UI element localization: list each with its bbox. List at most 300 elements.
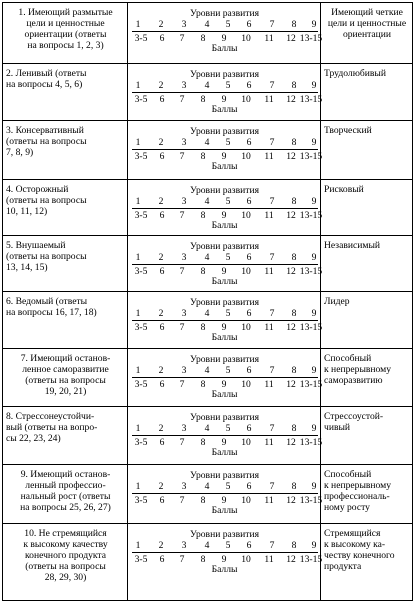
scale-points-label: 12 [286, 554, 296, 565]
scale-unit-label: Баллы [211, 276, 238, 287]
scale-level-label: 6 [246, 481, 252, 492]
scale-level-label: 5 [225, 80, 231, 91]
scale-level-label: 4 [204, 481, 210, 492]
scale-title: Уровни развития [190, 470, 259, 481]
scale-level-label: 2 [158, 423, 164, 434]
trait-positive-text: Рисковый [324, 184, 364, 195]
scale-level-label: 2 [158, 80, 164, 91]
scale-line [132, 320, 318, 321]
trait-positive-text: Имеющий четкие [331, 7, 403, 18]
trait-negative-cell [3, 236, 128, 291]
scale-points-label: 12 [286, 33, 296, 44]
scale-points-label: 11 [264, 94, 274, 105]
scale-level-label: 9 [311, 19, 317, 30]
trait-positive-text: продукта [324, 561, 362, 572]
development-scale [128, 297, 321, 347]
scale-level-label: 8 [291, 365, 297, 376]
scale-points-label: 7 [179, 266, 185, 277]
scale-points-label: 9 [221, 266, 227, 277]
scale-level-label: 1 [135, 252, 141, 263]
scale-level-label: 7 [269, 252, 275, 263]
scale-level-label: 1 [135, 308, 141, 319]
scale-points-label: 10 [241, 495, 251, 506]
table-row [3, 349, 412, 407]
scale-level-label: 5 [225, 308, 231, 319]
scale-level-label: 9 [311, 80, 317, 91]
trait-negative-text: 8. Стрессонеустойчи- [6, 411, 95, 422]
trait-positive-cell [321, 407, 412, 464]
scale-points-label: 7 [179, 379, 185, 390]
scale-level-label: 3 [181, 252, 187, 263]
scale-points-label: 12 [286, 94, 296, 105]
scale-level-label: 5 [225, 137, 231, 148]
scale-title: Уровни развития [190, 126, 259, 137]
scale-level-label: 9 [311, 308, 317, 319]
scale-points-label: 8 [200, 554, 206, 565]
scale-points-label: 11 [264, 554, 274, 565]
trait-negative-text: конечного продукта [24, 550, 106, 561]
trait-negative-text: (ответы на вопросы [25, 561, 106, 572]
scale-points-label: 6 [159, 33, 165, 44]
scale-level-label: 5 [225, 481, 231, 492]
scale-points-label: 9 [221, 495, 227, 506]
trait-negative-text: ленный профессио- [25, 480, 106, 491]
trait-negative-cell [3, 524, 128, 600]
scale-unit-label: Баллы [211, 104, 238, 115]
scale-unit-label: Баллы [211, 332, 238, 343]
trait-negative-text: 10. Не стремящийся [24, 528, 107, 539]
scale-level-label: 4 [204, 423, 210, 434]
scale-points-label: 12 [286, 266, 296, 277]
trait-negative-text: на вопросы 4, 5, 6) [6, 79, 83, 90]
trait-negative-text: 10, 11, 12) [6, 206, 48, 217]
scale-points-label: 12 [286, 437, 296, 448]
scale-points-label: 3-5 [134, 94, 148, 105]
trait-negative-text: 3. Консервативный [6, 125, 84, 136]
scale-unit-label: Баллы [211, 43, 238, 54]
scale-title: Уровни развития [190, 241, 259, 252]
trait-positive-text: честву конечного [324, 550, 395, 561]
scale-level-label: 8 [291, 19, 297, 30]
trait-negative-text: 7. Имеющий останов- [20, 353, 111, 364]
scale-points-label: 9 [221, 379, 227, 390]
trait-positive-cell [321, 292, 412, 348]
scale-points-label: 13-15 [299, 210, 323, 221]
scale-points-label: 9 [221, 554, 227, 565]
trait-positive-text: ориентации [342, 29, 392, 40]
scale-level-label: 7 [269, 365, 275, 376]
scale-level-label: 3 [181, 196, 187, 207]
scale-points-label: 8 [200, 437, 206, 448]
scale-unit-label: Баллы [211, 505, 238, 516]
scale-level-label: 5 [225, 196, 231, 207]
scale-points-label: 6 [159, 151, 165, 162]
scale-points-label: 3-5 [134, 151, 148, 162]
scale-level-label: 3 [181, 80, 187, 91]
scale-cell [128, 236, 321, 291]
trait-negative-text: 6. Ведомый (ответы [6, 296, 88, 307]
trait-negative-cell [3, 121, 128, 179]
scale-level-label: 7 [269, 19, 275, 30]
scale-level-label: 7 [269, 481, 275, 492]
scale-points-label: 11 [264, 437, 274, 448]
trait-positive-text: саморазвитию [324, 375, 383, 386]
scale-level-label: 1 [135, 365, 141, 376]
trait-negative-text: ленное саморазвитие [22, 364, 109, 375]
scale-points-label: 9 [221, 210, 227, 221]
scale-line [132, 377, 318, 378]
scale-level-label: 4 [204, 540, 210, 551]
development-scale [128, 470, 321, 520]
scale-points-label: 8 [200, 94, 206, 105]
scale-line [132, 493, 318, 494]
scale-points-label: 11 [264, 151, 274, 162]
scale-level-label: 3 [181, 19, 187, 30]
trait-negative-text: 5. Внушаемый [6, 240, 66, 251]
scale-level-label: 6 [246, 423, 252, 434]
trait-negative-cell [3, 407, 128, 464]
scale-level-label: 9 [311, 252, 317, 263]
scale-level-label: 6 [246, 196, 252, 207]
scale-level-label: 6 [246, 137, 252, 148]
scale-cell [128, 121, 321, 179]
scale-level-label: 3 [181, 540, 187, 551]
scale-points-label: 3-5 [134, 33, 148, 44]
trait-positive-text: Стремящийся [324, 528, 381, 539]
trait-negative-text: 13, 14, 15) [6, 262, 48, 273]
scale-points-label: 6 [159, 210, 165, 221]
scale-cell [128, 349, 321, 406]
scale-level-label: 4 [204, 252, 210, 263]
scale-points-label: 9 [221, 94, 227, 105]
scale-level-label: 9 [311, 423, 317, 434]
trait-negative-cell [3, 292, 128, 348]
scale-level-label: 8 [291, 540, 297, 551]
trait-negative-text: 4. Осторожный [6, 184, 69, 195]
scale-level-label: 6 [246, 19, 252, 30]
scale-points-label: 9 [221, 437, 227, 448]
scale-level-label: 6 [246, 365, 252, 376]
trait-positive-text: к непрерывному [324, 364, 392, 375]
trait-negative-text: (ответы на вопросы [6, 195, 87, 206]
scale-level-label: 1 [135, 19, 141, 30]
scale-level-label: 6 [246, 252, 252, 263]
trait-positive-cell [321, 121, 412, 179]
trait-positive-text: профессиональ- [324, 491, 390, 502]
scale-level-label: 6 [246, 540, 252, 551]
trait-negative-text: 19, 20, 21) [44, 386, 87, 397]
scale-points-label: 11 [264, 266, 274, 277]
scale-cell [128, 292, 321, 348]
development-scale [128, 412, 321, 462]
trait-positive-cell [321, 64, 412, 120]
scale-points-label: 7 [179, 33, 185, 44]
scale-level-label: 1 [135, 423, 141, 434]
scale-level-label: 8 [291, 423, 297, 434]
scale-level-label: 7 [269, 196, 275, 207]
table-row [3, 121, 412, 180]
scale-points-label: 12 [286, 495, 296, 506]
scale-points-label: 10 [241, 379, 251, 390]
scale-level-label: 2 [158, 481, 164, 492]
scale-points-label: 13-15 [299, 322, 323, 333]
scale-points-label: 12 [286, 379, 296, 390]
scale-points-label: 13-15 [299, 266, 323, 277]
trait-negative-text: (ответы на вопросы [6, 251, 87, 262]
trait-negative-text: 2. Ленивый (ответы [6, 68, 87, 79]
scale-points-label: 10 [241, 437, 251, 448]
scale-level-label: 1 [135, 196, 141, 207]
scale-points-label: 3-5 [134, 437, 148, 448]
scale-points-label: 11 [264, 495, 274, 506]
scale-points-label: 7 [179, 554, 185, 565]
trait-negative-text: к высокому качеству [23, 539, 108, 550]
scale-points-label: 7 [179, 322, 185, 333]
scale-title: Уровни развития [190, 354, 259, 365]
trait-negative-text: сы 22, 23, 24) [6, 433, 61, 444]
table-row [3, 236, 412, 292]
scale-points-label: 11 [264, 33, 274, 44]
scale-line [132, 435, 318, 436]
scale-level-label: 5 [225, 252, 231, 263]
development-scale [128, 529, 321, 579]
trait-negative-text: 9. Имеющий останов- [20, 469, 111, 480]
scale-points-label: 10 [241, 151, 251, 162]
scale-title: Уровни развития [190, 297, 259, 308]
development-scale [128, 185, 321, 235]
scale-level-label: 4 [204, 196, 210, 207]
trait-negative-text: на вопросы 25, 26, 27) [20, 502, 111, 513]
trait-negative-text: 7, 8, 9) [6, 147, 34, 158]
scale-points-label: 13-15 [299, 437, 323, 448]
scale-level-label: 1 [135, 137, 141, 148]
trait-negative-cell [3, 64, 128, 120]
scale-points-label: 13-15 [299, 554, 323, 565]
scale-line [132, 264, 318, 265]
scale-cell [128, 465, 321, 523]
scale-points-label: 11 [264, 322, 274, 333]
scale-level-label: 8 [291, 137, 297, 148]
scale-level-label: 8 [291, 80, 297, 91]
scale-points-label: 8 [200, 379, 206, 390]
trait-negative-text: 1. Имеющий размытые [18, 7, 113, 18]
trait-positive-cell [321, 3, 412, 63]
trait-positive-text: Трудолюбивый [324, 68, 386, 79]
scale-level-label: 7 [269, 308, 275, 319]
scale-points-label: 3-5 [134, 554, 148, 565]
trait-negative-text: цели и ценностные [26, 18, 105, 29]
scale-points-label: 8 [200, 266, 206, 277]
scale-line [132, 552, 318, 553]
scale-points-label: 10 [241, 94, 251, 105]
trait-positive-text: к высокому ка- [324, 539, 386, 550]
scale-points-label: 12 [286, 151, 296, 162]
scale-points-label: 13-15 [299, 94, 323, 105]
scale-cell [128, 180, 321, 235]
scale-title: Уровни развития [190, 412, 259, 423]
trait-negative-text: нальный рост (ответы [20, 491, 111, 502]
scale-title: Уровни развития [190, 69, 259, 80]
scale-level-label: 2 [158, 137, 164, 148]
scale-unit-label: Баллы [211, 220, 238, 231]
development-scale [128, 126, 321, 176]
scale-cell [128, 64, 321, 120]
scale-points-label: 7 [179, 495, 185, 506]
table-row [3, 407, 412, 465]
scale-points-label: 10 [241, 33, 251, 44]
trait-positive-text: Способный [324, 469, 372, 480]
scale-level-label: 8 [291, 252, 297, 263]
trait-positive-text: чивый [324, 422, 351, 433]
scale-points-label: 3-5 [134, 266, 148, 277]
trait-negative-cell [3, 465, 128, 523]
scale-line [132, 208, 318, 209]
scale-points-label: 8 [200, 210, 206, 221]
table-row [3, 64, 412, 121]
table-row [3, 524, 412, 600]
scale-points-label: 10 [241, 554, 251, 565]
scale-level-label: 2 [158, 19, 164, 30]
development-scale [128, 69, 321, 119]
scale-level-label: 7 [269, 423, 275, 434]
scale-level-label: 4 [204, 365, 210, 376]
trait-positive-cell [321, 524, 412, 600]
table-row [3, 3, 412, 64]
trait-positive-cell [321, 236, 412, 291]
scale-points-label: 10 [241, 266, 251, 277]
trait-positive-text: к непрерывному [324, 480, 392, 491]
scale-level-label: 3 [181, 308, 187, 319]
trait-negative-text: на вопросы 1, 2, 3) [27, 40, 104, 51]
scale-points-label: 8 [200, 151, 206, 162]
scale-level-label: 2 [158, 540, 164, 551]
scale-level-label: 6 [246, 308, 252, 319]
trait-positive-text: Независимый [324, 240, 381, 251]
trait-positive-cell [321, 349, 412, 406]
scale-unit-label: Баллы [211, 564, 238, 575]
trait-negative-text: 28, 29, 30) [44, 572, 87, 583]
scale-level-label: 9 [311, 137, 317, 148]
scale-points-label: 9 [221, 33, 227, 44]
development-scale [128, 354, 321, 404]
scale-level-label: 7 [269, 80, 275, 91]
scale-level-label: 9 [311, 540, 317, 551]
scale-points-label: 6 [159, 379, 165, 390]
scale-points-label: 7 [179, 210, 185, 221]
scale-points-label: 8 [200, 322, 206, 333]
scale-points-label: 6 [159, 495, 165, 506]
trait-negative-text: вый (ответы на вопро- [6, 422, 98, 433]
scale-points-label: 12 [286, 210, 296, 221]
table-row [3, 465, 412, 524]
scale-level-label: 8 [291, 481, 297, 492]
scale-points-label: 10 [241, 322, 251, 333]
scale-level-label: 3 [181, 365, 187, 376]
scale-level-label: 8 [291, 308, 297, 319]
scale-points-label: 9 [221, 322, 227, 333]
scale-level-label: 9 [311, 481, 317, 492]
scale-level-label: 4 [204, 19, 210, 30]
scale-level-label: 9 [311, 365, 317, 376]
scale-level-label: 2 [158, 308, 164, 319]
scale-level-label: 3 [181, 137, 187, 148]
trait-positive-text: ному росту [324, 502, 370, 513]
scale-line [132, 149, 318, 150]
scale-level-label: 5 [225, 19, 231, 30]
scale-level-label: 6 [246, 80, 252, 91]
scale-level-label: 4 [204, 80, 210, 91]
scale-points-label: 6 [159, 437, 165, 448]
scale-level-label: 2 [158, 365, 164, 376]
scale-points-label: 3-5 [134, 210, 148, 221]
scale-points-label: 7 [179, 437, 185, 448]
scale-points-label: 11 [264, 210, 274, 221]
trait-negative-cell [3, 349, 128, 406]
trait-positive-text: Творческий [324, 125, 372, 136]
scale-level-label: 3 [181, 423, 187, 434]
scale-level-label: 7 [269, 540, 275, 551]
trait-negative-text: ориентации (ответы [24, 29, 107, 40]
scale-points-label: 8 [200, 495, 206, 506]
trait-negative-text: на вопросы 16, 17, 18) [6, 307, 97, 318]
scale-points-label: 13-15 [299, 379, 323, 390]
scale-level-label: 2 [158, 196, 164, 207]
trait-positive-cell [321, 180, 412, 235]
scale-points-label: 6 [159, 554, 165, 565]
scale-title: Уровни развития [190, 8, 259, 19]
table-row [3, 180, 412, 236]
scale-cell [128, 524, 321, 600]
scale-cell [128, 3, 321, 63]
scale-level-label: 4 [204, 308, 210, 319]
scale-points-label: 13-15 [299, 33, 323, 44]
trait-positive-text: Стрессоустой- [324, 411, 384, 422]
scale-level-label: 5 [225, 540, 231, 551]
scale-level-label: 1 [135, 80, 141, 91]
scale-points-label: 7 [179, 151, 185, 162]
scale-level-label: 5 [225, 423, 231, 434]
scale-points-label: 11 [264, 379, 274, 390]
scale-points-label: 13-15 [299, 151, 323, 162]
scale-points-label: 6 [159, 266, 165, 277]
scale-points-label: 12 [286, 322, 296, 333]
scale-points-label: 13-15 [299, 495, 323, 506]
scale-points-label: 8 [200, 33, 206, 44]
scale-level-label: 4 [204, 137, 210, 148]
scale-points-label: 7 [179, 94, 185, 105]
scale-level-label: 1 [135, 540, 141, 551]
trait-positive-text: цели и ценностные [327, 18, 407, 29]
scale-title: Уровни развития [190, 529, 259, 540]
trait-negative-cell [3, 3, 128, 63]
trait-negative-cell [3, 180, 128, 235]
scale-cell [128, 407, 321, 464]
scale-points-label: 3-5 [134, 379, 148, 390]
table-row [3, 292, 412, 349]
scale-unit-label: Баллы [211, 161, 238, 172]
trait-positive-text: Способный [324, 353, 372, 364]
trait-positive-cell [321, 465, 412, 523]
scale-title: Уровни развития [190, 185, 259, 196]
scale-level-label: 8 [291, 196, 297, 207]
scale-points-label: 6 [159, 94, 165, 105]
trait-negative-text: (ответы на вопросы [6, 136, 87, 147]
scale-level-label: 2 [158, 252, 164, 263]
trait-negative-text: (ответы на вопросы [25, 375, 106, 386]
scale-level-label: 1 [135, 481, 141, 492]
scale-points-label: 9 [221, 151, 227, 162]
scale-line [132, 31, 318, 32]
